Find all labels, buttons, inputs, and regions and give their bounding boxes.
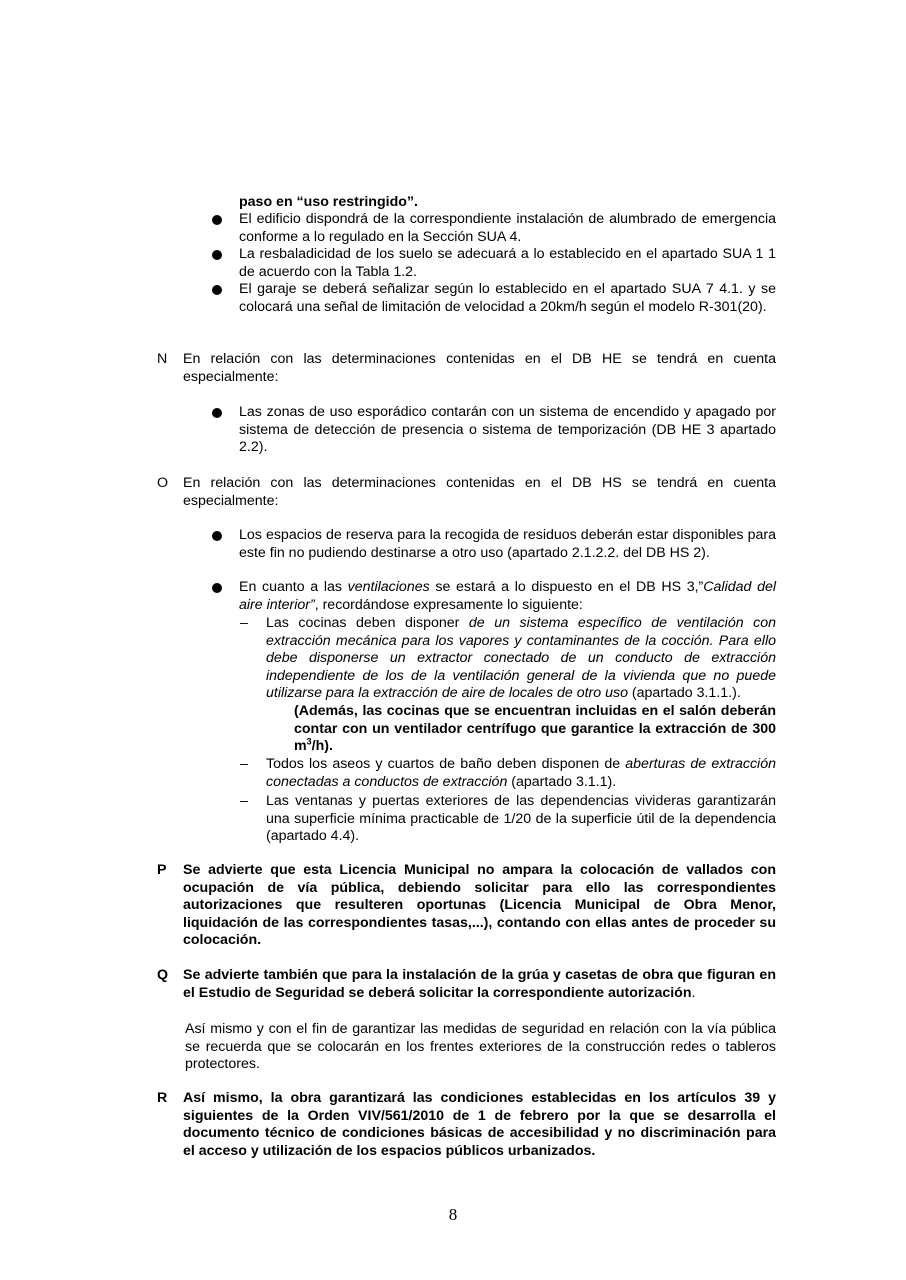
text-run: (apartado 3.1.1.). <box>627 685 741 701</box>
list-item: El garaje se deberá señalizar según lo establecido en el apartado SUA 7 4.1. y se colocará una señal de limitación de velocidad a 20km/h según el modelo R-301(20). <box>239 281 776 315</box>
text-run: Las cocinas deben disponer <box>266 615 469 631</box>
section-text: En relación con las determinaciones contenidas en el DB HS se tendrá en cuenta especialmente: <box>183 475 776 509</box>
list-item: Los espacios de reserva para la recogida de residuos deberán estar disponibles para este fin no pudiendo destinarse a otro uso (apartado 2.1.2.2. del DB HS 2). <box>239 527 776 561</box>
bullet-icon <box>212 583 222 593</box>
section-text <box>183 967 776 1002</box>
sub-list-item <box>266 756 776 791</box>
continuation-text: paso en “uso restringido”. <box>239 194 418 210</box>
bullet-icon <box>212 250 222 260</box>
section-text: En relación con las determinaciones contenidas en el DB HE se tendrá en cuenta especialmente: <box>183 351 776 385</box>
text-run: ventilaciones <box>347 579 430 595</box>
page-number: 8 <box>448 1205 458 1224</box>
section-letter: O <box>157 475 169 491</box>
list-item: La resbaladicidad de los suelo se adecuará a lo establecido en el apartado SUA 1 1 de acuerdo con la Tabla 1.2. <box>239 246 776 280</box>
text-run: En cuanto a las <box>239 579 348 595</box>
bullet-icon <box>212 285 222 295</box>
section-text: Se advierte que esta Licencia Municipal no ampara la colocación de vallados con ocupación de vía pública, debiendo solicitar para ello las correspondientes autorizaciones que resulteren oportunas (Licencia Municipal de Obra Menor, liquidación de las correspondientes tasas,...), contando con ellas antes de proceder su colocación. <box>183 862 776 948</box>
section-text: Así mismo, la obra garantizará las condiciones establecidas en los artículos 39 y siguientes de la Orden VIV/561/2010 de 1 de febrero por la que se desarrolla el documento técnico de condiciones básicas de accesibilidad y no discriminación para el acceso y utilización de los espacios públicos urbanizados. <box>183 1090 776 1159</box>
text-run: , recordándose expresamente lo siguiente: <box>314 596 583 613</box>
text-run: (Además, las cocinas que se encuentran incluidas en el salón deberán contar con un ventilador centrífugo que garantice la extracción de 300 m <box>294 703 776 754</box>
list-item: Las zonas de uso esporádico contarán con un sistema de encendido y apagado por sistema de detección de presencia o sistema de temporización (DB HE 3 apartado 2.2). <box>239 404 776 455</box>
section-letter: N <box>157 351 168 367</box>
text-run: . <box>691 984 696 1001</box>
bullet-icon <box>212 215 222 225</box>
dash-marker: – <box>240 756 248 772</box>
sub-list-item: Las ventanas y puertas exteriores de las dependencias vivideras garantizarán una superficie mínima practicable de 1/20 de la superficie útil de la dependencia (apartado 4.4). <box>266 793 776 844</box>
kitchen-note <box>294 703 776 756</box>
text-run: Calidad del aire interior” <box>239 579 776 613</box>
dash-marker: – <box>240 793 248 809</box>
list-item <box>239 579 776 614</box>
text-run: (apartado 3.1.1). <box>507 773 617 790</box>
section-letter: R <box>157 1090 168 1106</box>
text-run: aberturas de extracción conectadas a conductos de extracción <box>266 756 776 790</box>
sub-list-item <box>266 615 776 703</box>
text-run: Se advierte también que para la instalación de la grúa y casetas de obra que figuran en el Estudio de Seguridad se deberá solicitar la correspondiente autorización <box>183 967 776 1001</box>
bullet-icon <box>212 408 222 418</box>
section-letter: P <box>157 862 167 878</box>
section-paragraph: Así mismo y con el fin de garantizar las medidas de seguridad en relación con la vía pública se recuerda que se colocarán en los frentes exteriores de la construcción redes o tableros protectores. <box>185 1021 776 1072</box>
dash-marker: – <box>240 615 248 631</box>
text-run: se estará a lo dispuesto en el DB HS 3,” <box>429 579 704 595</box>
text-run: Todos los aseos y cuartos de baño deben disponen de <box>266 756 626 772</box>
text-run: de un sistema específico de ventilación con extracción mecánica para los vapores y contaminantes de la cocción. Para ello debe disponerse un extractor conectado de un conducto de extracción independiente de los de la ventilación general de la vivienda que no puede utilizarse para la extracción de aire de locales de otro uso <box>266 615 776 701</box>
text-run: /h). <box>311 738 333 754</box>
list-item: El edificio dispondrá de la correspondiente instalación de alumbrado de emergencia conforme a lo regulado en la Sección SUA 4. <box>239 211 776 245</box>
section-letter: Q <box>157 967 169 983</box>
bullet-icon <box>212 531 222 541</box>
superscript: 3 <box>306 736 312 747</box>
